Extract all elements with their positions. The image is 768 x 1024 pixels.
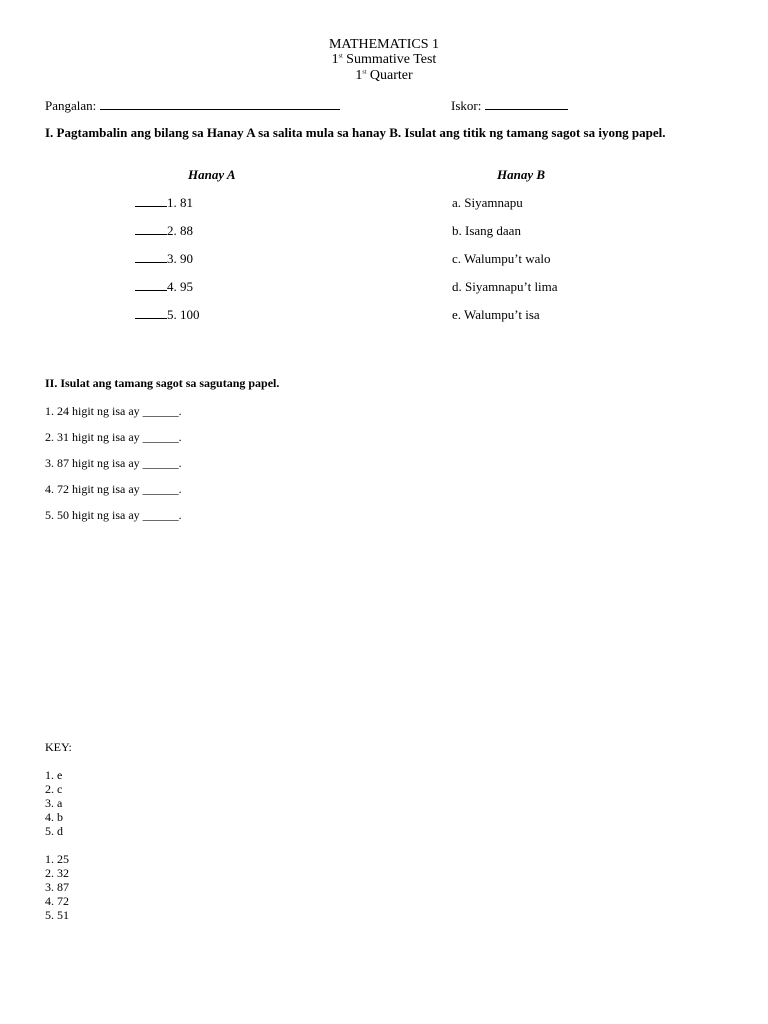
- key-item: 4. 72: [45, 894, 69, 908]
- match-item-a: [135, 307, 200, 323]
- name-blank[interactable]: [100, 97, 340, 110]
- score-label: Iskor:: [451, 98, 482, 113]
- name-field: [45, 97, 340, 114]
- key-part2-list: [45, 852, 69, 922]
- quarter-label: Quarter: [366, 68, 413, 83]
- part2-instruction: II. Isulat ang tamang sagot sa sagutang papel.: [45, 376, 280, 390]
- match-item-b: c. Walumpu’t walo: [452, 251, 551, 266]
- question-item: 2. 31 higit ng isa ay ______.: [45, 430, 182, 444]
- test-title: [0, 52, 768, 68]
- match-item-a: [135, 251, 193, 267]
- match-item-a: [135, 223, 193, 239]
- part1-instruction: I. Pagtambalin ang bilang sa Hanay A sa salita mula sa hanay B. Isulat ang titik ng tamang sagot sa iyong papel.: [45, 125, 666, 140]
- match-item-a-text: 4. 95: [167, 279, 193, 294]
- match-item-a-text: 2. 88: [167, 223, 193, 238]
- answer-blank[interactable]: [135, 307, 167, 319]
- test-ordinal: st: [338, 53, 343, 60]
- match-item-b: d. Siyamnapu’t lima: [452, 279, 558, 294]
- key-item: 1. 25: [45, 852, 69, 866]
- question-item: 4. 72 higit ng isa ay ______.: [45, 482, 182, 496]
- answer-blank[interactable]: [135, 223, 167, 235]
- key-item: 2. 32: [45, 866, 69, 880]
- match-item-a: [135, 195, 193, 211]
- column-b-heading: Hanay B: [497, 167, 546, 182]
- score-field: [451, 97, 568, 114]
- key-item: 1. e: [45, 768, 63, 782]
- quarter-number: 1: [355, 68, 363, 83]
- column-a-heading: Hanay A: [188, 167, 236, 182]
- question-item: 1. 24 higit ng isa ay ______.: [45, 404, 182, 418]
- question-item: 5. 50 higit ng isa ay ______.: [45, 508, 182, 522]
- quarter-title: [0, 68, 768, 84]
- key-item: 5. 51: [45, 908, 69, 922]
- key-item: 5. d: [45, 824, 63, 838]
- test-number: 1: [331, 52, 339, 67]
- key-part1-list: [45, 768, 63, 838]
- key-heading: KEY:: [45, 740, 72, 754]
- match-item-a-text: 5. 100: [167, 307, 200, 322]
- test-label: Summative Test: [342, 52, 437, 67]
- match-item-a-text: 3. 90: [167, 251, 193, 266]
- key-item: 3. a: [45, 796, 63, 810]
- match-item-a: [135, 279, 193, 295]
- name-label: Pangalan:: [45, 98, 97, 113]
- quarter-ordinal: st: [362, 69, 367, 76]
- question-item: 3. 87 higit ng isa ay ______.: [45, 456, 182, 470]
- match-item-b: e. Walumpu’t isa: [452, 307, 540, 322]
- match-item-b: a. Siyamnapu: [452, 195, 523, 210]
- answer-blank[interactable]: [135, 279, 167, 291]
- key-item: 3. 87: [45, 880, 69, 894]
- score-blank[interactable]: [485, 97, 568, 110]
- match-item-a-text: 1. 81: [167, 195, 193, 210]
- answer-blank[interactable]: [135, 251, 167, 263]
- match-item-b: b. Isang daan: [452, 223, 521, 238]
- document-title: MATHEMATICS 1: [328, 37, 440, 52]
- key-item: 4. b: [45, 810, 63, 824]
- answer-blank[interactable]: [135, 195, 167, 207]
- key-item: 2. c: [45, 782, 63, 796]
